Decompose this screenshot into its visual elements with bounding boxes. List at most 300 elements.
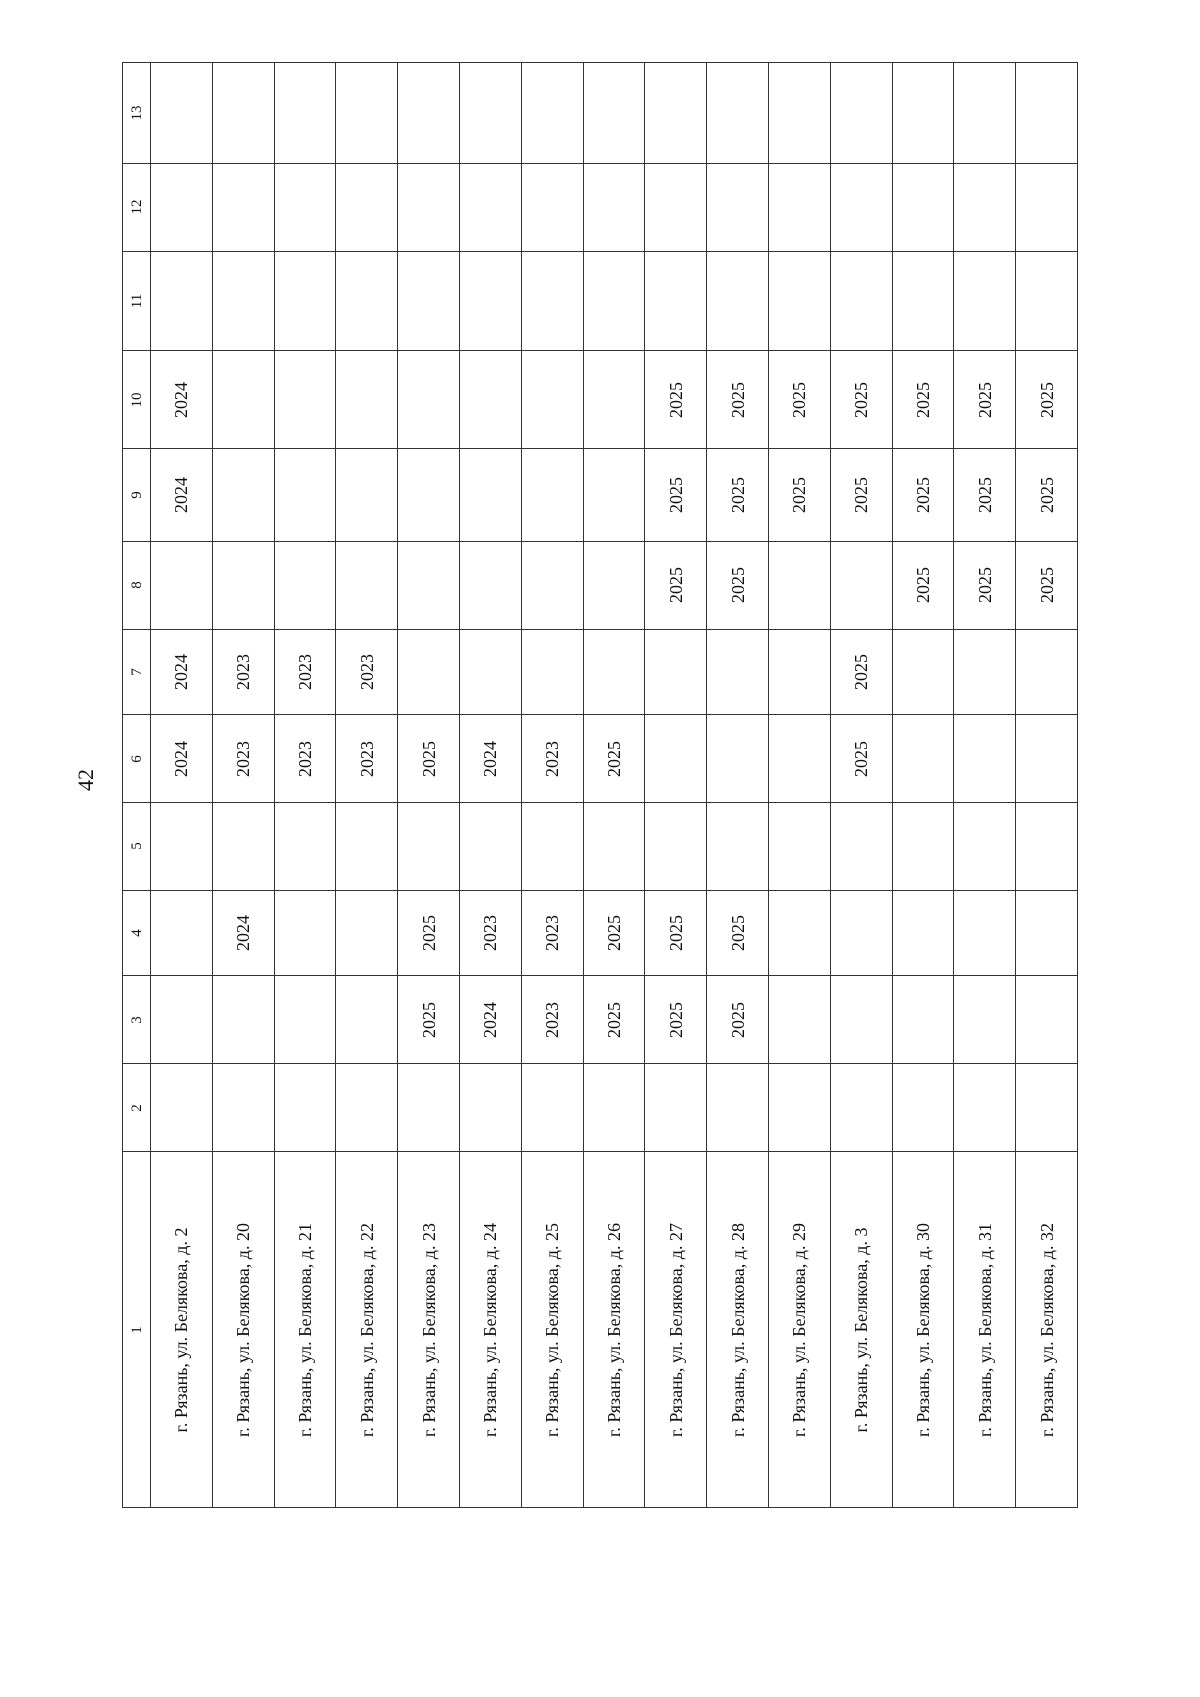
year-cell (398, 350, 460, 449)
year-cell (336, 802, 398, 890)
year-cell (1016, 890, 1078, 976)
year-cell (954, 1064, 1016, 1152)
table-row (123, 1152, 1078, 1508)
year-cell (521, 164, 583, 252)
year-cell (768, 63, 830, 164)
year-value: 2025 (912, 567, 933, 604)
column-number-cell (123, 1152, 151, 1508)
year-cell (1016, 802, 1078, 890)
year-value: 2024 (480, 740, 501, 777)
year-value: 2025 (418, 915, 439, 952)
year-cell (892, 1064, 954, 1152)
year-cell (212, 1064, 274, 1152)
year-cell (151, 629, 213, 715)
year-cell (645, 164, 707, 252)
year-cell (1016, 63, 1078, 164)
year-cell (336, 541, 398, 629)
year-cell (151, 449, 213, 541)
year-cell (583, 802, 645, 890)
year-cell (954, 890, 1016, 976)
year-value: 2025 (727, 1001, 748, 1038)
year-cell (521, 1064, 583, 1152)
year-cell (768, 449, 830, 541)
address-text: г. Рязань, ул. Белякова, д. 24 (480, 1222, 501, 1437)
address-text: г. Рязань, ул. Белякова, д. 30 (912, 1222, 933, 1437)
year-cell (459, 164, 521, 252)
year-cell (583, 164, 645, 252)
year-cell (645, 890, 707, 976)
address-text: г. Рязань, ул. Белякова, д. 31 (974, 1222, 995, 1437)
table-row (123, 976, 1078, 1064)
column-number: 11 (128, 293, 145, 308)
year-value: 2024 (171, 477, 192, 514)
year-value: 2025 (1036, 567, 1057, 604)
column-number: 7 (128, 668, 145, 676)
year-value: 2023 (294, 653, 315, 690)
address-cell (645, 1152, 707, 1508)
address-cell (892, 1152, 954, 1508)
schedule-table (122, 62, 1078, 1508)
year-value: 2025 (727, 381, 748, 418)
year-cell (274, 449, 336, 541)
year-cell (830, 976, 892, 1064)
address-cell (954, 1152, 1016, 1508)
column-number-cell (123, 251, 151, 350)
address-cell (151, 1152, 213, 1508)
year-value: 2025 (665, 381, 686, 418)
year-cell (583, 449, 645, 541)
table-row (123, 629, 1078, 715)
year-cell (398, 164, 460, 252)
year-cell (892, 541, 954, 629)
year-cell (707, 449, 769, 541)
address-cell (336, 1152, 398, 1508)
year-cell (459, 976, 521, 1064)
address-text: г. Рязань, ул. Белякова, д. 21 (294, 1222, 315, 1437)
year-cell (645, 976, 707, 1064)
year-cell (1016, 251, 1078, 350)
year-cell (954, 541, 1016, 629)
year-cell (212, 629, 274, 715)
year-cell (398, 976, 460, 1064)
column-number-cell (123, 164, 151, 252)
year-value: 2025 (851, 740, 872, 777)
year-cell (583, 63, 645, 164)
year-value: 2025 (789, 381, 810, 418)
year-cell (274, 164, 336, 252)
address-cell (212, 1152, 274, 1508)
year-cell (1016, 164, 1078, 252)
address-cell (274, 1152, 336, 1508)
year-cell (398, 63, 460, 164)
year-cell (459, 1064, 521, 1152)
year-value: 2025 (851, 477, 872, 514)
year-cell (521, 629, 583, 715)
year-value: 2024 (480, 1001, 501, 1038)
year-value: 2025 (851, 381, 872, 418)
year-cell (892, 350, 954, 449)
year-cell (768, 629, 830, 715)
year-cell (830, 350, 892, 449)
year-cell (274, 63, 336, 164)
year-cell (645, 715, 707, 803)
year-cell (954, 164, 1016, 252)
year-value: 2025 (603, 1001, 624, 1038)
year-cell (645, 802, 707, 890)
address-text: г. Рязань, ул. Белякова, д. 23 (418, 1222, 439, 1437)
column-number-cell (123, 976, 151, 1064)
year-cell (274, 1064, 336, 1152)
year-cell (645, 350, 707, 449)
year-cell (151, 350, 213, 449)
year-cell (336, 449, 398, 541)
year-cell (830, 63, 892, 164)
year-cell (336, 890, 398, 976)
year-cell (892, 251, 954, 350)
year-cell (954, 251, 1016, 350)
year-cell (459, 251, 521, 350)
year-value: 2025 (789, 477, 810, 514)
address-text: г. Рязань, ул. Белякова, д. 26 (603, 1222, 624, 1437)
year-cell (212, 63, 274, 164)
year-cell (1016, 541, 1078, 629)
column-number: 1 (128, 1325, 145, 1334)
year-cell (892, 629, 954, 715)
year-cell (336, 251, 398, 350)
year-cell (954, 350, 1016, 449)
year-cell (768, 164, 830, 252)
year-cell (212, 449, 274, 541)
year-cell (583, 976, 645, 1064)
year-cell (459, 802, 521, 890)
address-text: г. Рязань, ул. Белякова, д. 32 (1036, 1222, 1057, 1437)
year-cell (151, 251, 213, 350)
year-value: 2025 (418, 1001, 439, 1038)
year-value: 2023 (542, 740, 563, 777)
year-cell (521, 976, 583, 1064)
year-cell (830, 1064, 892, 1152)
year-cell (151, 164, 213, 252)
year-cell (768, 976, 830, 1064)
table-row (123, 890, 1078, 976)
year-cell (892, 63, 954, 164)
year-value: 2023 (356, 653, 377, 690)
year-cell (954, 63, 1016, 164)
column-number: 5 (128, 842, 145, 851)
year-cell (336, 63, 398, 164)
year-cell (645, 251, 707, 350)
year-cell (892, 164, 954, 252)
year-value: 2024 (171, 653, 192, 690)
address-cell (707, 1152, 769, 1508)
year-cell (583, 1064, 645, 1152)
year-cell (521, 802, 583, 890)
year-cell (521, 890, 583, 976)
year-cell (459, 541, 521, 629)
schedule-table-wrapper (122, 62, 1078, 1508)
column-number: 3 (128, 1016, 145, 1024)
year-cell (645, 1064, 707, 1152)
address-cell (521, 1152, 583, 1508)
column-number: 4 (128, 929, 145, 937)
column-number: 9 (128, 491, 145, 499)
year-cell (954, 802, 1016, 890)
table-row (123, 251, 1078, 350)
year-value: 2025 (418, 740, 439, 777)
column-number-cell (123, 890, 151, 976)
address-text: г. Рязань, ул. Белякова, д. 28 (727, 1222, 748, 1437)
address-cell (830, 1152, 892, 1508)
address-text: г. Рязань, ул. Белякова, д. 27 (665, 1222, 686, 1437)
address-text: г. Рязань, ул. Белякова, д. 25 (542, 1222, 563, 1437)
column-number-cell (123, 715, 151, 803)
year-cell (212, 802, 274, 890)
year-cell (1016, 715, 1078, 803)
year-value: 2025 (1036, 477, 1057, 514)
column-number: 2 (128, 1103, 145, 1112)
column-number-cell (123, 629, 151, 715)
year-cell (398, 890, 460, 976)
year-cell (1016, 350, 1078, 449)
year-cell (151, 890, 213, 976)
year-cell (892, 715, 954, 803)
year-value: 2024 (171, 381, 192, 418)
year-cell (336, 629, 398, 715)
year-cell (212, 164, 274, 252)
year-cell (151, 63, 213, 164)
year-cell (707, 802, 769, 890)
year-cell (459, 715, 521, 803)
column-number-cell (123, 802, 151, 890)
year-cell (1016, 976, 1078, 1064)
year-cell (583, 541, 645, 629)
year-cell (707, 251, 769, 350)
table-row (123, 449, 1078, 541)
year-cell (645, 449, 707, 541)
address-cell (1016, 1152, 1078, 1508)
year-value: 2023 (233, 740, 254, 777)
year-value: 2025 (665, 567, 686, 604)
column-number: 8 (128, 581, 145, 589)
year-value: 2025 (1036, 381, 1057, 418)
year-value: 2025 (727, 477, 748, 514)
page-number: 42 (73, 769, 98, 791)
column-number-cell (123, 541, 151, 629)
year-cell (830, 715, 892, 803)
year-value: 2025 (665, 915, 686, 952)
column-number: 13 (128, 105, 145, 121)
year-value: 2023 (294, 740, 315, 777)
table-row (123, 350, 1078, 449)
address-text: г. Рязань, ул. Белякова, д. 20 (233, 1222, 254, 1437)
address-cell (398, 1152, 460, 1508)
year-cell (892, 449, 954, 541)
year-value: 2025 (912, 381, 933, 418)
column-number: 6 (128, 754, 145, 763)
column-number: 12 (128, 199, 145, 215)
year-cell (212, 715, 274, 803)
year-cell (954, 976, 1016, 1064)
year-value: 2025 (727, 567, 748, 604)
year-cell (954, 629, 1016, 715)
year-cell (768, 890, 830, 976)
year-cell (768, 251, 830, 350)
year-cell (274, 350, 336, 449)
year-cell (336, 976, 398, 1064)
column-number-cell (123, 1064, 151, 1152)
year-value: 2023 (356, 740, 377, 777)
year-cell (398, 449, 460, 541)
year-cell (707, 715, 769, 803)
year-value: 2025 (851, 653, 872, 690)
year-cell (707, 63, 769, 164)
year-cell (212, 976, 274, 1064)
year-cell (274, 251, 336, 350)
year-cell (274, 976, 336, 1064)
year-cell (830, 164, 892, 252)
year-cell (274, 890, 336, 976)
table-row (123, 1064, 1078, 1152)
year-cell (274, 802, 336, 890)
year-cell (459, 890, 521, 976)
year-cell (707, 1064, 769, 1152)
year-cell (459, 449, 521, 541)
year-cell (830, 251, 892, 350)
year-cell (274, 715, 336, 803)
year-cell (707, 350, 769, 449)
column-number-cell (123, 63, 151, 164)
year-value: 2023 (542, 915, 563, 952)
table-row (123, 541, 1078, 629)
year-cell (768, 802, 830, 890)
year-cell (1016, 449, 1078, 541)
year-value: 2025 (665, 1001, 686, 1038)
address-cell (768, 1152, 830, 1508)
year-value: 2025 (727, 915, 748, 952)
year-cell (707, 164, 769, 252)
address-text: г. Рязань, ул. Белякова, д. 3 (851, 1227, 872, 1433)
year-cell (707, 890, 769, 976)
year-cell (830, 802, 892, 890)
year-cell (398, 251, 460, 350)
year-cell (645, 629, 707, 715)
year-cell (583, 251, 645, 350)
table-row (123, 802, 1078, 890)
year-cell (336, 715, 398, 803)
year-cell (583, 890, 645, 976)
year-cell (645, 541, 707, 629)
year-cell (459, 629, 521, 715)
year-cell (768, 541, 830, 629)
year-cell (892, 890, 954, 976)
year-cell (768, 1064, 830, 1152)
column-number: 10 (128, 392, 145, 408)
year-value: 2025 (603, 915, 624, 952)
column-number-cell (123, 350, 151, 449)
year-cell (212, 251, 274, 350)
year-value: 2023 (233, 653, 254, 690)
year-cell (336, 1064, 398, 1152)
year-value: 2025 (665, 477, 686, 514)
year-cell (398, 629, 460, 715)
address-text: г. Рязань, ул. Белякова, д. 29 (789, 1222, 810, 1437)
year-cell (398, 1064, 460, 1152)
year-cell (830, 449, 892, 541)
year-cell (1016, 629, 1078, 715)
table-row (123, 63, 1078, 164)
year-cell (892, 976, 954, 1064)
year-cell (954, 715, 1016, 803)
year-cell (954, 449, 1016, 541)
year-cell (707, 976, 769, 1064)
year-cell (151, 976, 213, 1064)
year-cell (583, 350, 645, 449)
year-cell (830, 541, 892, 629)
year-value: 2023 (480, 915, 501, 952)
year-cell (521, 251, 583, 350)
year-cell (151, 802, 213, 890)
year-value: 2025 (974, 381, 995, 418)
year-value: 2024 (233, 915, 254, 952)
address-text: г. Рязань, ул. Белякова, д. 2 (171, 1227, 192, 1433)
year-cell (521, 449, 583, 541)
year-cell (892, 802, 954, 890)
year-cell (398, 802, 460, 890)
year-cell (768, 715, 830, 803)
year-cell (459, 63, 521, 164)
year-cell (1016, 1064, 1078, 1152)
table-row (123, 164, 1078, 252)
year-cell (212, 541, 274, 629)
year-cell (274, 541, 336, 629)
year-cell (212, 350, 274, 449)
year-value: 2025 (974, 477, 995, 514)
year-cell (521, 63, 583, 164)
year-cell (707, 541, 769, 629)
year-cell (336, 164, 398, 252)
year-cell (521, 715, 583, 803)
address-text: г. Рязань, ул. Белякова, д. 22 (356, 1222, 377, 1437)
address-cell (459, 1152, 521, 1508)
year-cell (398, 541, 460, 629)
year-cell (398, 715, 460, 803)
year-cell (707, 629, 769, 715)
year-cell (521, 350, 583, 449)
year-value: 2024 (171, 740, 192, 777)
column-number-cell (123, 449, 151, 541)
year-value: 2025 (974, 567, 995, 604)
year-cell (336, 350, 398, 449)
address-cell (583, 1152, 645, 1508)
year-cell (830, 629, 892, 715)
year-cell (645, 63, 707, 164)
year-value: 2023 (542, 1001, 563, 1038)
year-cell (151, 541, 213, 629)
year-value: 2025 (603, 740, 624, 777)
year-cell (830, 890, 892, 976)
year-cell (274, 629, 336, 715)
year-cell (212, 890, 274, 976)
year-cell (768, 350, 830, 449)
table-row (123, 715, 1078, 803)
year-cell (459, 350, 521, 449)
year-cell (521, 541, 583, 629)
year-cell (151, 1064, 213, 1152)
year-cell (583, 629, 645, 715)
year-cell (583, 715, 645, 803)
year-value: 2025 (912, 477, 933, 514)
year-cell (151, 715, 213, 803)
